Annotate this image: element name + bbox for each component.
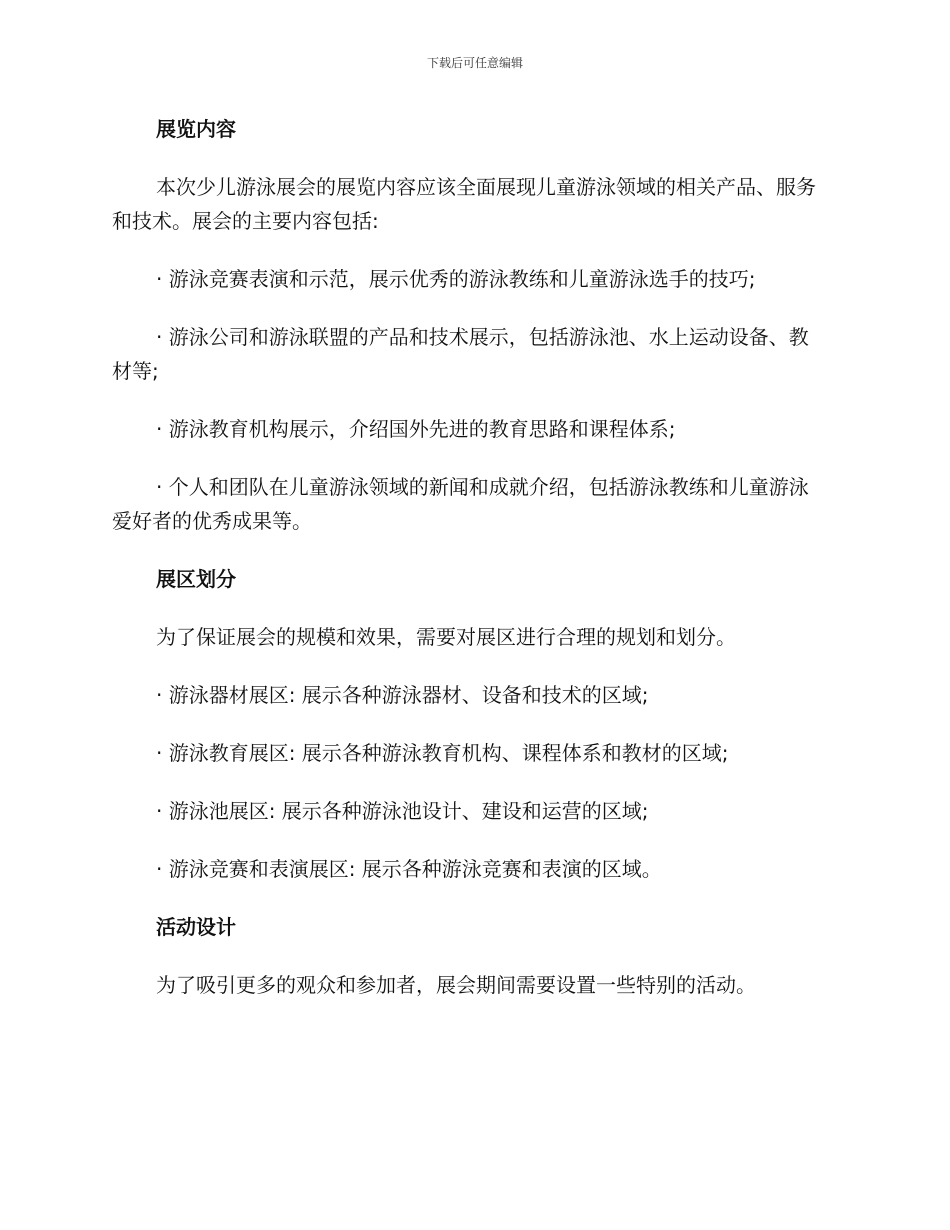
page-header: 下载后可任意编辑 bbox=[426, 56, 523, 70]
list-item: · 游泳教育展区: 展示各种游泳教育机构、课程体系和教材的区域; bbox=[156, 741, 729, 765]
section-heading-activity-design: 活动设计 bbox=[156, 915, 236, 939]
section-heading-exhibition-content: 展览内容 bbox=[156, 117, 236, 141]
list-item: · 游泳池展区: 展示各种游泳池设计、建设和运营的区域; bbox=[156, 799, 649, 823]
document-body bbox=[112, 112, 828, 1026]
paragraph-activity-intro: 为了吸引更多的观众和参加者，展会期间需要设置一些特别的活动。 bbox=[156, 973, 756, 997]
list-item: · 个人和团队在儿童游泳领域的新闻和成就介绍，包括游泳教练和儿童游泳爱好者的优秀成果等。 bbox=[112, 475, 809, 533]
list-item: · 游泳竞赛和表演展区: 展示各种游泳竞赛和表演的区域。 bbox=[156, 857, 662, 881]
section-heading-zone-division: 展区划分 bbox=[156, 567, 236, 591]
list-item: · 游泳公司和游泳联盟的产品和技术展示，包括游泳池、水上运动设备、教材等; bbox=[112, 325, 809, 383]
list-item: · 游泳教育机构展示，介绍国外先进的教育思路和课程体系; bbox=[156, 417, 676, 441]
paragraph-exhibition-intro: 本次少儿游泳展会的展览内容应该全面展现儿童游泳领域的相关产品、服务和技术。展会的主要内容包括: bbox=[112, 175, 816, 233]
list-item: · 游泳竞赛表演和示范，展示优秀的游泳教练和儿童游泳选手的技巧; bbox=[156, 267, 756, 291]
paragraph-zone-intro: 为了保证展会的规模和效果，需要对展区进行合理的规划和划分。 bbox=[156, 625, 736, 649]
list-item: · 游泳器材展区: 展示各种游泳器材、设备和技术的区域; bbox=[156, 683, 649, 707]
